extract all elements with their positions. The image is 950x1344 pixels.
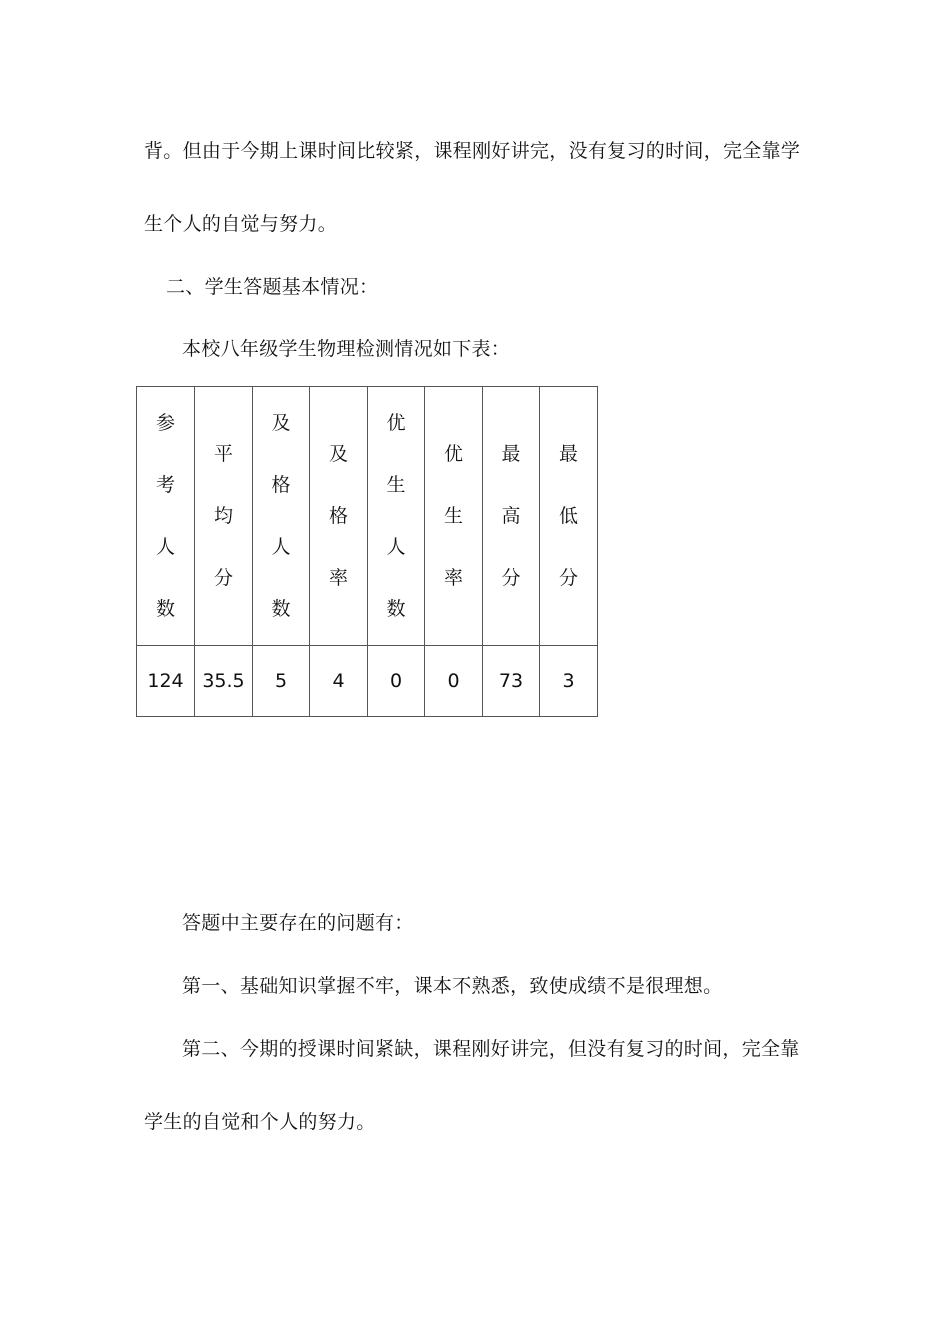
value-cell: 0 [368,646,425,717]
issues-intro: 答题中主要存在的问题有： [182,912,414,934]
header-cell: 最高分 [483,387,540,646]
value-cell: 124 [137,646,195,717]
value-cell: 5 [253,646,310,717]
header-cell: 参考人数 [137,387,195,646]
header-cell: 最低分 [540,387,598,646]
issue-item: 第二、今期的授课时间紧缺，课程刚好讲完，但没有复习的时间，完全靠 [182,1038,800,1060]
value-cell: 0 [425,646,483,717]
table-row [137,646,598,717]
header-cell: 优生率 [425,387,483,646]
table-intro: 本校八年级学生物理检测情况如下表： [182,338,511,360]
header-cell: 及格率 [310,387,368,646]
paragraph-line: 背。但由于今期上课时间比较紧，课程刚好讲完，没有复习的时间，完全靠学 [144,140,801,162]
paragraph-line: 学生的自觉和个人的努力。 [144,1111,376,1133]
value-cell: 3 [540,646,598,717]
issue-item: 第一、基础知识掌握不牢，课本不熟悉，致使成绩不是很理想。 [182,975,723,997]
value-cell: 4 [310,646,368,717]
header-cell: 及格人数 [253,387,310,646]
paragraph-line: 生个人的自觉与努力。 [144,213,338,235]
value-cell: 73 [483,646,540,717]
section-heading: 二、学生答题基本情况： [166,276,379,298]
stats-table [136,386,598,717]
table-header-row [137,387,598,646]
header-cell: 优生人数 [368,387,425,646]
header-cell: 平均分 [195,387,253,646]
value-cell: 35.5 [195,646,253,717]
